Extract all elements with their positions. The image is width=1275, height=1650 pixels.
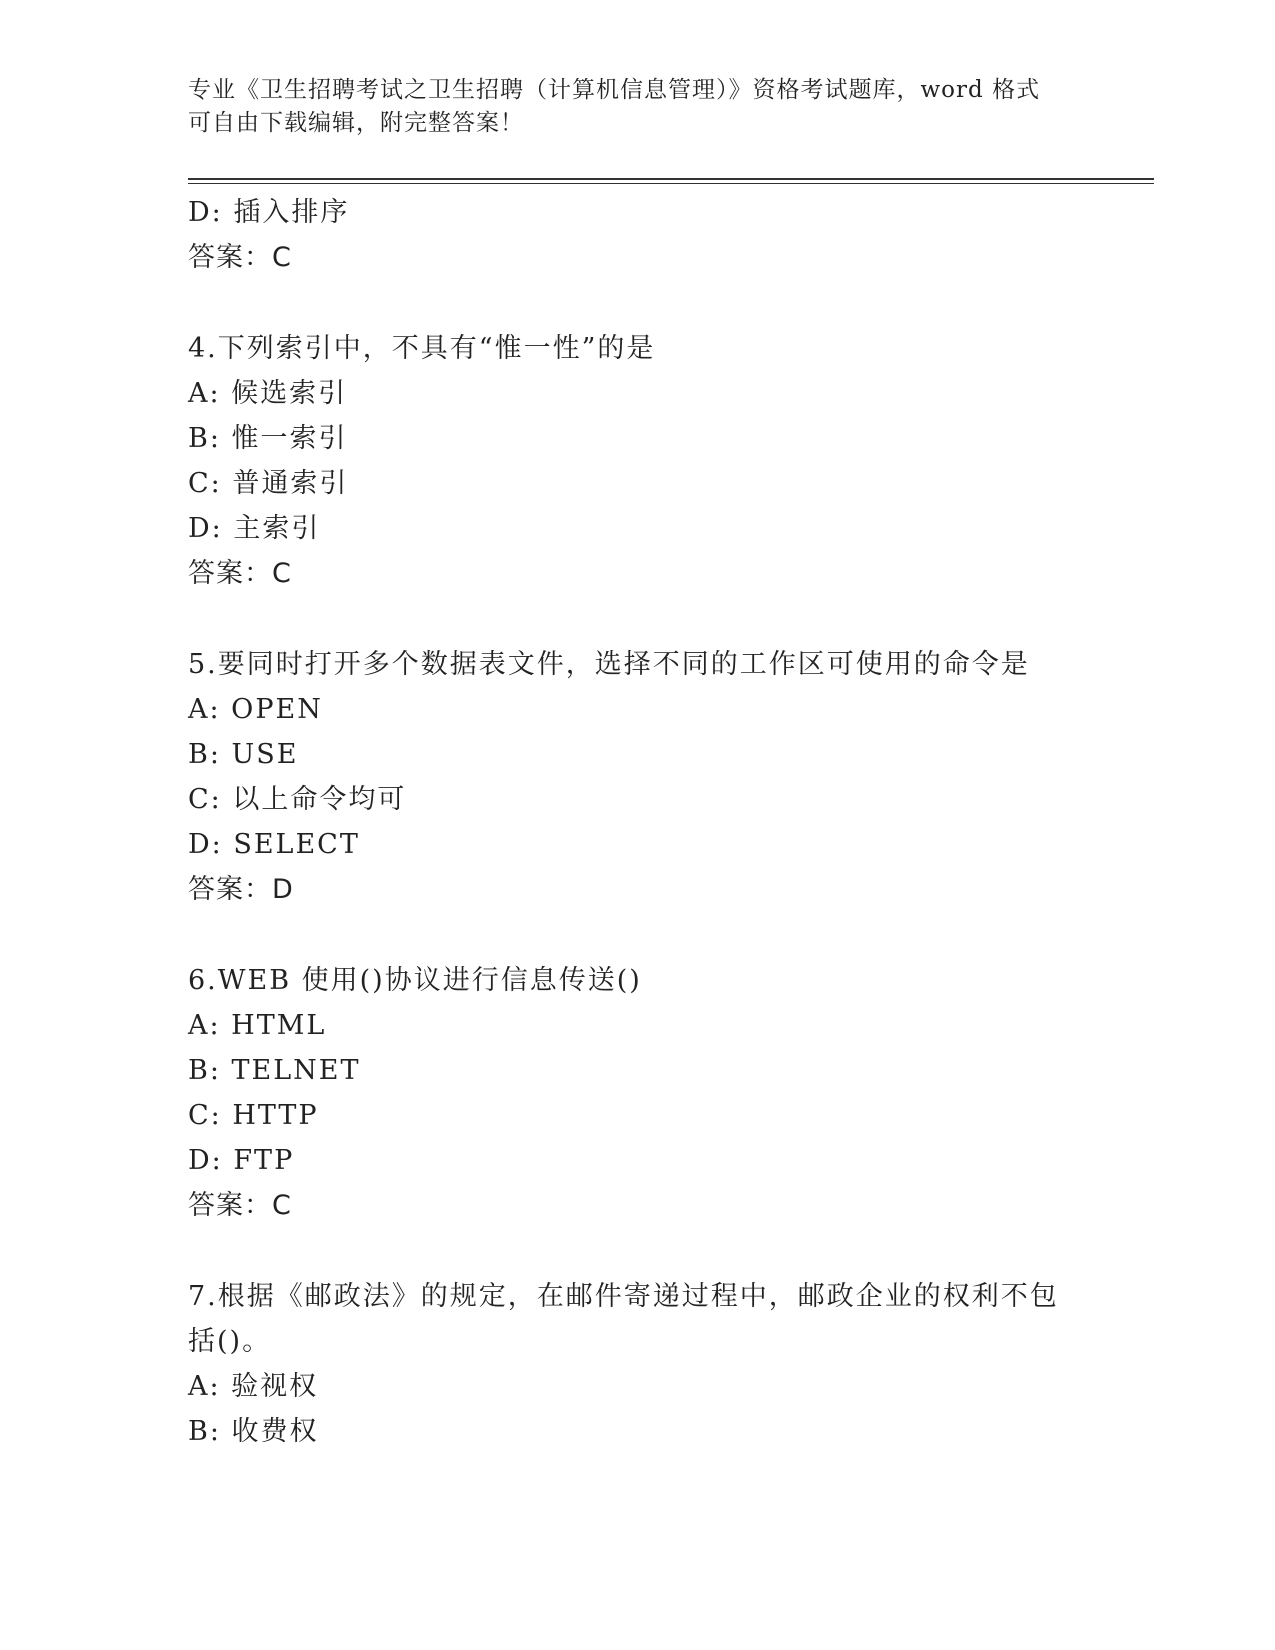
option-a: A: 候选索引 (188, 378, 348, 409)
spacer (188, 280, 1088, 326)
option-a: A: 验视权 (188, 1371, 319, 1402)
document-header (188, 74, 1068, 140)
option-d: D: 插入排序 (188, 197, 350, 228)
option-b: B: USE (188, 739, 299, 770)
header-line-1: 专业《卫生招聘考试之卫生招聘（计算机信息管理）》资格考试题库，word 格式 (188, 77, 1041, 103)
header-divider-thick (188, 178, 1154, 180)
option-c: C: HTTP (188, 1100, 319, 1131)
answer-line: 答案：C (188, 558, 292, 589)
option-a: A: HTML (188, 1010, 327, 1041)
header-line-2: 可自由下载编辑，附完整答案！ (188, 110, 524, 136)
question-list (188, 190, 1088, 1454)
spacer (188, 1228, 1088, 1274)
option-c: C: 普通索引 (188, 468, 349, 499)
spacer (188, 596, 1088, 642)
option-b: B: TELNET (188, 1055, 361, 1086)
header-divider-thin (188, 183, 1154, 184)
answer-line: 答案：D (188, 874, 294, 905)
option-d: D: 主索引 (188, 513, 321, 544)
question-block (188, 958, 1088, 1228)
question-block-partial (188, 190, 1088, 280)
question-stem-line-1: 7.根据《邮政法》的规定，在邮件寄递过程中，邮政企业的权利不包 (188, 1281, 1059, 1312)
question-stem-line-2: 括()。 (188, 1326, 272, 1357)
question-stem: 5.要同时打开多个数据表文件，选择不同的工作区可使用的命令是 (188, 649, 1030, 680)
option-b: B: 收费权 (188, 1416, 319, 1447)
spacer (188, 912, 1088, 958)
answer-line: 答案：C (188, 242, 292, 273)
question-stem: 4.下列索引中，不具有“惟一性”的是 (188, 333, 656, 364)
option-d: D: SELECT (188, 829, 360, 860)
option-d: D: FTP (188, 1145, 295, 1176)
question-block (188, 326, 1088, 596)
question-stem: 6.WEB 使用()协议进行信息传送() (188, 965, 642, 996)
option-c: C: 以上命令均可 (188, 784, 407, 815)
option-a: A: OPEN (188, 694, 323, 725)
option-b: B: 惟一索引 (188, 423, 348, 454)
answer-line: 答案：C (188, 1190, 292, 1221)
question-block (188, 1274, 1088, 1454)
question-block (188, 642, 1088, 912)
